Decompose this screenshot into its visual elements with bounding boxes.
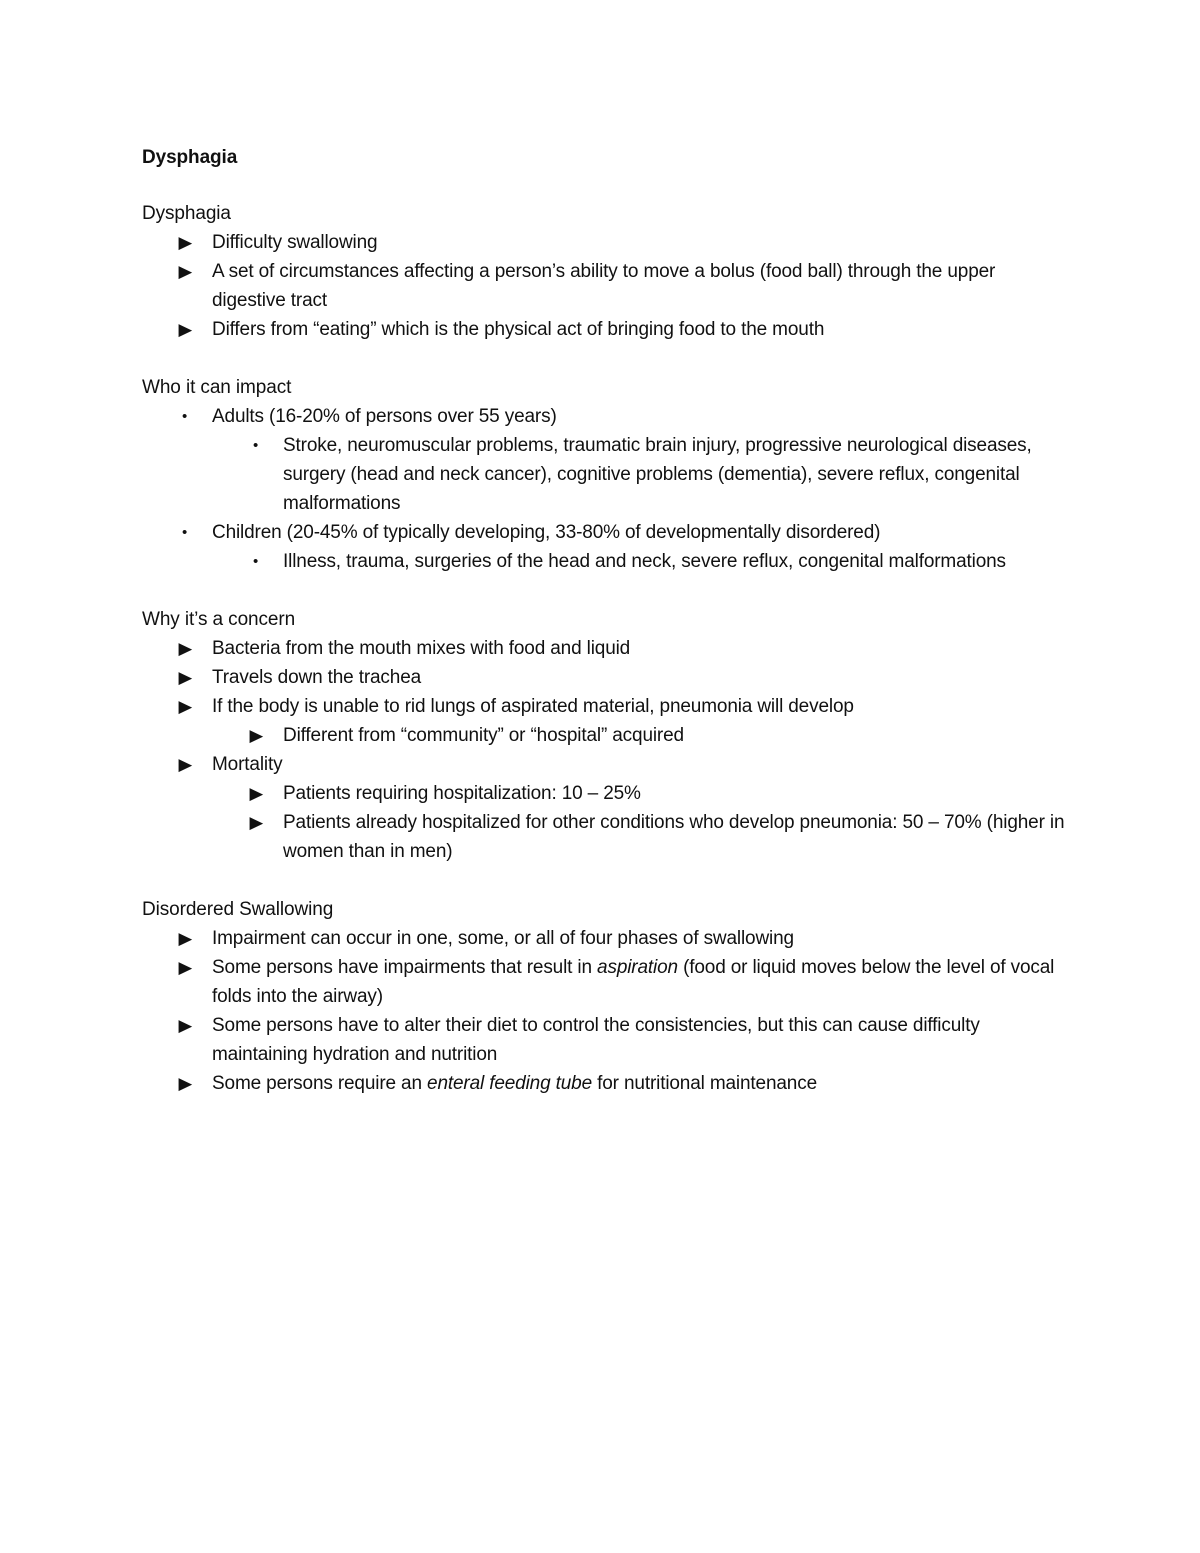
arrow-bullet-icon: ▶	[178, 320, 193, 339]
list-item-text: Impairment can occur in one, some, or all of four phases of swallowing	[212, 928, 794, 949]
list-item-text: for nutritional maintenance	[592, 1073, 817, 1094]
list-item	[142, 257, 1072, 315]
list-item-text: (food or liquid moves below the level of vocal folds into the airway)	[212, 957, 1055, 1007]
list-item	[142, 808, 1072, 866]
list-item-text: Difficulty swallowing	[212, 232, 378, 253]
arrow-bullet-icon: ▶	[178, 958, 193, 977]
dot-bullet-icon: •	[182, 408, 188, 425]
list-item	[142, 663, 1072, 692]
section-heading: Dysphagia	[142, 203, 231, 224]
arrow-bullet-icon: ▶	[178, 668, 193, 687]
arrow-bullet-icon: ▶	[249, 726, 264, 745]
list-item-text: Mortality	[212, 754, 283, 775]
list-item	[142, 692, 1072, 721]
list-item	[142, 547, 1072, 576]
arrow-bullet-icon: ▶	[249, 813, 264, 832]
list-item-text: If the body is unable to rid lungs of aspirated material, pneumonia will develop	[212, 696, 854, 717]
list-item-text: Some persons require an	[212, 1073, 428, 1094]
document-page	[142, 143, 1072, 1127]
list-item-text: Some persons have to alter their diet to control the consistencies, but this can cause difficulty maintaining hydration and nutrition	[212, 1015, 980, 1065]
document-title: Dysphagia	[142, 147, 238, 168]
dot-bullet-icon: •	[253, 553, 259, 570]
arrow-bullet-icon: ▶	[178, 639, 193, 658]
emphasized-term: enteral feeding tube	[427, 1073, 592, 1094]
list-item-text: Illness, trauma, surgeries of the head and neck, severe reflux, congenital malformations	[283, 551, 1006, 572]
list-item-text: Bacteria from the mouth mixes with food and liquid	[212, 638, 631, 659]
list-item-text: Differs from “eating” which is the physical act of bringing food to the mouth	[212, 319, 825, 340]
list-item-text: Stroke, neuromuscular problems, traumatic brain injury, progressive neurological diseases, surgery (head and neck cancer), cognitive problems (dementia), severe reflux, congenital malformations	[283, 435, 1032, 514]
list-item	[142, 721, 1072, 750]
list-item-text: Different from “community” or “hospital” acquired	[283, 725, 684, 746]
list-item	[142, 1011, 1072, 1069]
section-heading: Disordered Swallowing	[142, 899, 334, 920]
arrow-bullet-icon: ▶	[178, 1074, 193, 1093]
dot-bullet-icon: •	[253, 437, 259, 454]
list-item	[142, 924, 1072, 953]
list-item-text: Children (20-45% of typically developing, 33-80% of developmentally disordered)	[212, 522, 881, 543]
list-item-text: Patients already hospitalized for other conditions who develop pneumonia: 50 – 70% (higher in women than in men)	[283, 812, 1065, 862]
arrow-bullet-icon: ▶	[178, 697, 193, 716]
section-3	[142, 605, 1072, 866]
list-item-text: Travels down the trachea	[212, 667, 422, 688]
list-item	[142, 228, 1072, 257]
list-item	[142, 634, 1072, 663]
list-item	[142, 953, 1072, 1011]
list-item	[142, 1069, 1072, 1098]
list-item-text: Some persons have impairments that result in	[212, 957, 598, 978]
section-heading: Who it can impact	[142, 377, 292, 398]
list-item	[142, 779, 1072, 808]
list-item	[142, 750, 1072, 779]
list-item	[142, 315, 1072, 344]
arrow-bullet-icon: ▶	[178, 262, 193, 281]
section-4	[142, 895, 1072, 1098]
list-item-text: Patients requiring hospitalization: 10 – 25%	[283, 783, 641, 804]
arrow-bullet-icon: ▶	[249, 784, 264, 803]
list-item	[142, 402, 1072, 431]
arrow-bullet-icon: ▶	[178, 1016, 193, 1035]
list-item-text: Adults (16-20% of persons over 55 years)	[212, 406, 557, 427]
list-item	[142, 518, 1072, 547]
dot-bullet-icon: •	[182, 524, 188, 541]
section-2	[142, 373, 1072, 576]
arrow-bullet-icon: ▶	[178, 233, 193, 252]
emphasized-term: aspiration	[597, 957, 678, 978]
section-1	[142, 199, 1072, 344]
section-heading: Why it’s a concern	[142, 609, 296, 630]
document-body	[142, 199, 1072, 1098]
list-item-text: A set of circumstances affecting a person’s ability to move a bolus (food ball) through the upper digestive tract	[212, 261, 996, 311]
arrow-bullet-icon: ▶	[178, 755, 193, 774]
list-item	[142, 431, 1072, 518]
arrow-bullet-icon: ▶	[178, 929, 193, 948]
